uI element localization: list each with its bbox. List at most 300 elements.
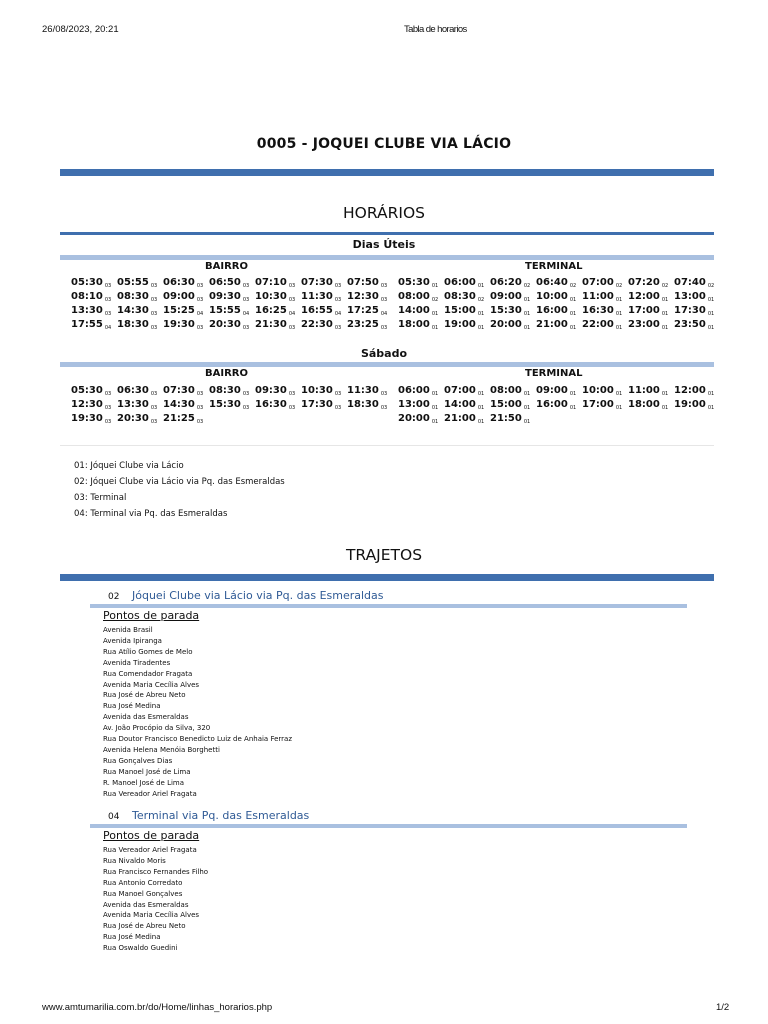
route-code-subscript: 03 [288,297,296,303]
time-value: 11:30 [301,291,333,302]
time-value: 06:20 [490,277,522,288]
dias-uteis-bairro-grid [71,276,393,332]
route-code-subscript: 01 [707,297,715,303]
departure-time [536,276,582,290]
departure-time [163,384,209,398]
route-code-subscript: 01 [707,325,715,331]
route-code-subscript: 03 [242,297,250,303]
departure-time [536,318,582,332]
departure-time [209,398,255,412]
time-value: 11:00 [628,385,660,396]
departure-time [674,398,720,412]
horarios-heading: HORÁRIOS [343,204,425,222]
time-value: 15:00 [444,305,476,316]
departure-time [490,304,536,318]
departure-time [674,276,720,290]
trajetos-divider [60,574,714,581]
departure-time [674,384,720,398]
stop-item: Rua Vereador Ariel Fragata [103,846,197,854]
departure-time [398,304,444,318]
departure-time [347,276,393,290]
time-value: 15:55 [209,305,241,316]
departure-time [255,276,301,290]
time-value: 14:00 [444,399,476,410]
route-code-subscript: 03 [242,391,250,397]
departure-time [347,384,393,398]
route-name: Jóquei Clube via Lácio via Pq. das Esmeraldas [132,589,384,602]
departure-time [163,412,209,426]
departure-time [490,276,536,290]
time-value: 20:00 [398,413,430,424]
time-value: 22:00 [582,319,614,330]
route-code-subscript: 03 [104,405,112,411]
departure-time [209,384,255,398]
stop-item: Rua Manoel Gonçalves [103,889,183,898]
route-code-subscript: 01 [523,391,531,397]
stop-item: Rua Nivaldo Moris [103,856,166,865]
time-value: 17:30 [674,305,706,316]
time-value: 06:00 [444,277,476,288]
route-bar [90,604,687,608]
time-value: 09:30 [255,385,287,396]
time-value: 19:00 [674,399,706,410]
print-datetime: 26/08/2023, 20:21 [42,24,119,35]
departure-time [117,276,163,290]
route-code-subscript: 03 [104,297,112,303]
departure-time [163,276,209,290]
time-value: 09:00 [490,291,522,302]
departure-time [582,318,628,332]
route-code-subscript: 03 [196,325,204,331]
time-value: 08:30 [117,291,149,302]
time-value: 08:30 [444,291,476,302]
departure-time [628,276,674,290]
horarios-divider [60,232,714,235]
time-value: 08:30 [209,385,241,396]
dias-uteis-label: Dias Úteis [352,238,416,251]
departure-time [582,304,628,318]
route-code-subscript: 01 [615,311,623,317]
time-value: 14:30 [117,305,149,316]
departure-time [163,290,209,304]
departure-time [536,384,582,398]
route-code-subscript: 03 [196,405,204,411]
stops-heading: Pontos de parada [103,829,200,842]
route-code-subscript: 04 [242,311,250,317]
stop-item: Rua Francisco Fernandes Filho [103,867,209,876]
departure-time [71,384,117,398]
route-code-subscript: 01 [477,419,485,425]
time-value: 16:30 [255,399,287,410]
time-value: 23:00 [628,319,660,330]
time-value: 17:00 [582,399,614,410]
departure-time [628,290,674,304]
route-code-subscript: 03 [196,419,204,425]
departure-time [347,290,393,304]
route-code-subscript: 01 [707,405,715,411]
legend-item: 02: Jóquei Clube via Lácio via Pq. das Esmeraldas [74,477,285,487]
departure-time [301,398,347,412]
route-code-subscript: 01 [477,325,485,331]
departure-time [301,318,347,332]
departure-time [163,398,209,412]
route-code-subscript: 01 [477,311,485,317]
sabado-bar [60,362,714,367]
route-code-subscript: 04 [196,311,204,317]
route-code: 04 [108,812,120,822]
route-code-subscript: 03 [104,311,112,317]
time-value: 16:25 [255,305,287,316]
departure-time [301,290,347,304]
dias-uteis-bairro-label: BAIRRO [205,261,248,272]
departure-time [301,384,347,398]
time-value: 14:30 [163,399,195,410]
dias-uteis-terminal-grid [398,276,720,332]
departure-time [255,384,301,398]
route-code-subscript: 01 [477,391,485,397]
route-code-subscript: 03 [196,297,204,303]
route-code-subscript: 02 [615,283,623,289]
departure-time [347,318,393,332]
time-value: 05:30 [71,277,103,288]
time-value: 06:30 [117,385,149,396]
time-value: 15:30 [209,399,241,410]
departure-time [628,384,674,398]
route-code-subscript: 03 [288,405,296,411]
route-code-subscript: 03 [334,283,342,289]
stop-item: R. Manoel José de Lima [103,778,185,787]
route-code-subscript: 02 [661,283,669,289]
time-value: 08:00 [398,291,430,302]
time-value: 08:00 [490,385,522,396]
departure-time [444,290,490,304]
time-value: 18:00 [628,399,660,410]
stop-item: Rua Oswaldo Guedini [103,944,178,953]
route-code-subscript: 01 [477,405,485,411]
time-value: 20:30 [117,413,149,424]
departure-time [490,318,536,332]
departure-time [301,276,347,290]
time-value: 18:30 [347,399,379,410]
route-code-subscript: 03 [380,325,388,331]
time-value: 17:55 [71,319,103,330]
time-value: 13:30 [117,399,149,410]
route-code-subscript: 01 [661,297,669,303]
departure-time [255,398,301,412]
route-code-subscript: 01 [523,325,531,331]
route-code-subscript: 03 [334,405,342,411]
route-code-subscript: 01 [661,405,669,411]
legend-item: 03: Terminal [74,493,127,503]
route-code-subscript: 02 [477,297,485,303]
route-code-subscript: 03 [104,419,112,425]
departure-time [444,276,490,290]
time-value: 11:30 [347,385,379,396]
title-divider [60,169,714,176]
schedule-separator [60,445,714,446]
time-value: 09:00 [163,291,195,302]
departure-time [628,318,674,332]
route-code-subscript: 02 [707,283,715,289]
departure-time [398,276,444,290]
time-value: 06:40 [536,277,568,288]
departure-time [444,398,490,412]
departure-time [255,290,301,304]
time-value: 18:00 [398,319,430,330]
departure-time [674,318,720,332]
time-value: 08:10 [71,291,103,302]
departure-time [582,398,628,412]
departure-time [490,290,536,304]
departure-time [398,318,444,332]
route-code-subscript: 01 [431,325,439,331]
route-code-subscript: 03 [242,405,250,411]
stop-item: Avenida Maria Cecília Alves [103,911,200,920]
stop-item: Avenida Ipiranga [103,636,162,645]
route-code-subscript: 01 [569,325,577,331]
time-value: 06:50 [209,277,241,288]
time-value: 09:00 [536,385,568,396]
sabado-label: Sábado [360,347,408,360]
stop-item: Rua Gonçalves Dias [103,756,173,765]
sabado-bairro-grid [71,384,393,426]
route-code-subscript: 03 [380,405,388,411]
stop-item: Rua Manoel José de Lima [103,767,191,776]
route-code-subscript: 03 [242,325,250,331]
page-number: 1/2 [716,1002,730,1013]
route-code-subscript: 04 [104,325,112,331]
departure-time [163,318,209,332]
departure-time [628,304,674,318]
time-value: 05:30 [398,277,430,288]
time-value: 17:30 [301,399,333,410]
departure-time [117,318,163,332]
departure-time [117,412,163,426]
legend-item: 01: Jóquei Clube via Lácio [74,461,184,471]
time-value: 13:00 [398,399,430,410]
route-code-subscript: 03 [334,325,342,331]
departure-time [398,384,444,398]
time-value: 19:00 [444,319,476,330]
route-code-subscript: 01 [431,405,439,411]
route-code-subscript: 03 [150,405,158,411]
sabado-terminal-label: TERMINAL [525,368,583,379]
time-value: 10:30 [301,385,333,396]
route-code-subscript: 04 [334,311,342,317]
departure-time [444,318,490,332]
departure-time [490,412,536,426]
time-value: 15:30 [490,305,522,316]
time-value: 21:30 [255,319,287,330]
departure-time [209,290,255,304]
route-code-subscript: 03 [150,297,158,303]
time-value: 10:30 [255,291,287,302]
departure-time [117,304,163,318]
departure-time [490,398,536,412]
time-value: 12:00 [628,291,660,302]
departure-time [398,398,444,412]
route-code-subscript: 01 [615,405,623,411]
route-code-subscript: 01 [615,391,623,397]
dias-uteis-bar [60,255,714,260]
route-code-subscript: 01 [523,311,531,317]
stop-item: Rua José Medina [103,702,161,711]
route-code-subscript: 03 [150,311,158,317]
route-code-subscript: 03 [196,283,204,289]
departure-time [255,318,301,332]
departure-time [347,398,393,412]
time-value: 15:25 [163,305,195,316]
route-code-subscript: 01 [477,283,485,289]
stop-item: Av. João Procópio da Silva, 320 [103,724,211,733]
route-code-subscript: 03 [150,391,158,397]
stops-list [103,625,292,800]
stops-list [103,845,208,954]
route-code-subscript: 01 [523,405,531,411]
time-value: 16:00 [536,399,568,410]
departure-time [490,384,536,398]
stop-item: Rua José de Abreu Neto [103,691,186,700]
departure-time [71,290,117,304]
time-value: 14:00 [398,305,430,316]
route-code-subscript: 01 [431,311,439,317]
stop-item: Avenida das Esmeraldas [103,713,189,722]
departure-time [255,304,301,318]
departure-time [117,398,163,412]
route-code-subscript: 01 [523,419,531,425]
time-value: 07:00 [444,385,476,396]
route-code-subscript: 04 [380,311,388,317]
departure-time [209,318,255,332]
departure-time [444,384,490,398]
departure-time [536,398,582,412]
departure-time [71,304,117,318]
time-value: 18:30 [117,319,149,330]
route-code-subscript: 01 [707,311,715,317]
route-code-subscript: 04 [288,311,296,317]
route-code-subscript: 03 [104,391,112,397]
time-value: 10:00 [582,385,614,396]
trajetos-heading: TRAJETOS [345,546,423,564]
time-value: 15:00 [490,399,522,410]
route-code-subscript: 01 [431,419,439,425]
time-value: 12:30 [347,291,379,302]
time-value: 05:55 [117,277,149,288]
route-code-subscript: 03 [150,325,158,331]
route-code-subscript: 01 [569,391,577,397]
time-value: 19:30 [163,319,195,330]
route-code-subscript: 01 [569,311,577,317]
route-code-subscript: 01 [615,325,623,331]
departure-time [71,398,117,412]
departure-time [582,384,628,398]
departure-time [444,412,490,426]
route-code-subscript: 03 [150,419,158,425]
departure-time [536,290,582,304]
dias-uteis-terminal-label: TERMINAL [525,261,583,272]
route-code-subscript: 02 [431,297,439,303]
route-code-subscript: 03 [150,283,158,289]
route-code-subscript: 03 [288,325,296,331]
stop-item: Rua José Medina [103,933,161,942]
departure-time [209,276,255,290]
time-value: 07:40 [674,277,706,288]
time-value: 16:30 [582,305,614,316]
time-value: 07:30 [301,277,333,288]
route-code-subscript: 03 [104,283,112,289]
route-code-subscript: 03 [196,391,204,397]
route-code-subscript: 01 [615,297,623,303]
sabado-bairro-label: BAIRRO [205,368,248,379]
time-value: 13:00 [674,291,706,302]
stop-item: Rua Vereador Ariel Fragata [103,789,197,798]
departure-time [398,412,444,426]
route-code-subscript: 03 [380,391,388,397]
time-value: 16:00 [536,305,568,316]
time-value: 17:25 [347,305,379,316]
route-code-subscript: 01 [661,311,669,317]
route-code-subscript: 03 [380,297,388,303]
departure-time [71,412,117,426]
stop-item: Avenida Maria Cecília Alves [103,680,200,689]
time-value: 10:00 [536,291,568,302]
departure-time [674,304,720,318]
time-value: 07:20 [628,277,660,288]
route-code-subscript: 02 [523,283,531,289]
route-code-subscript: 03 [242,283,250,289]
route-code-subscript: 01 [431,391,439,397]
time-value: 21:00 [536,319,568,330]
print-doc-title: Tabla de horarios [404,24,467,35]
stop-item: Avenida Brasil [103,626,153,634]
departure-time [117,290,163,304]
route-name: Terminal via Pq. das Esmeraldas [132,809,310,822]
route-code-subscript: 03 [334,391,342,397]
time-value: 09:30 [209,291,241,302]
departure-time [582,290,628,304]
time-value: 11:00 [582,291,614,302]
departure-time [347,304,393,318]
departure-time [444,304,490,318]
stop-item: Rua Antonio Corredato [103,878,183,887]
time-value: 16:55 [301,305,333,316]
time-value: 21:50 [490,413,522,424]
time-value: 12:00 [674,385,706,396]
time-value: 20:30 [209,319,241,330]
route-code-subscript: 01 [569,297,577,303]
departure-time [536,304,582,318]
route-code-subscript: 03 [380,283,388,289]
departure-time [71,276,117,290]
stops-heading: Pontos de parada [103,609,200,622]
time-value: 07:30 [163,385,195,396]
sabado-terminal-grid [398,384,720,426]
time-value: 21:00 [444,413,476,424]
stop-item: Avenida Helena Menóia Borghetti [103,745,220,754]
route-code-subscript: 02 [569,283,577,289]
departure-time [398,290,444,304]
time-value: 23:50 [674,319,706,330]
time-value: 07:10 [255,277,287,288]
route-bar [90,824,687,828]
time-value: 07:00 [582,277,614,288]
departure-time [674,290,720,304]
departure-time [71,318,117,332]
route-code-subscript: 01 [661,325,669,331]
departure-time [209,304,255,318]
time-value: 06:00 [398,385,430,396]
time-value: 17:00 [628,305,660,316]
